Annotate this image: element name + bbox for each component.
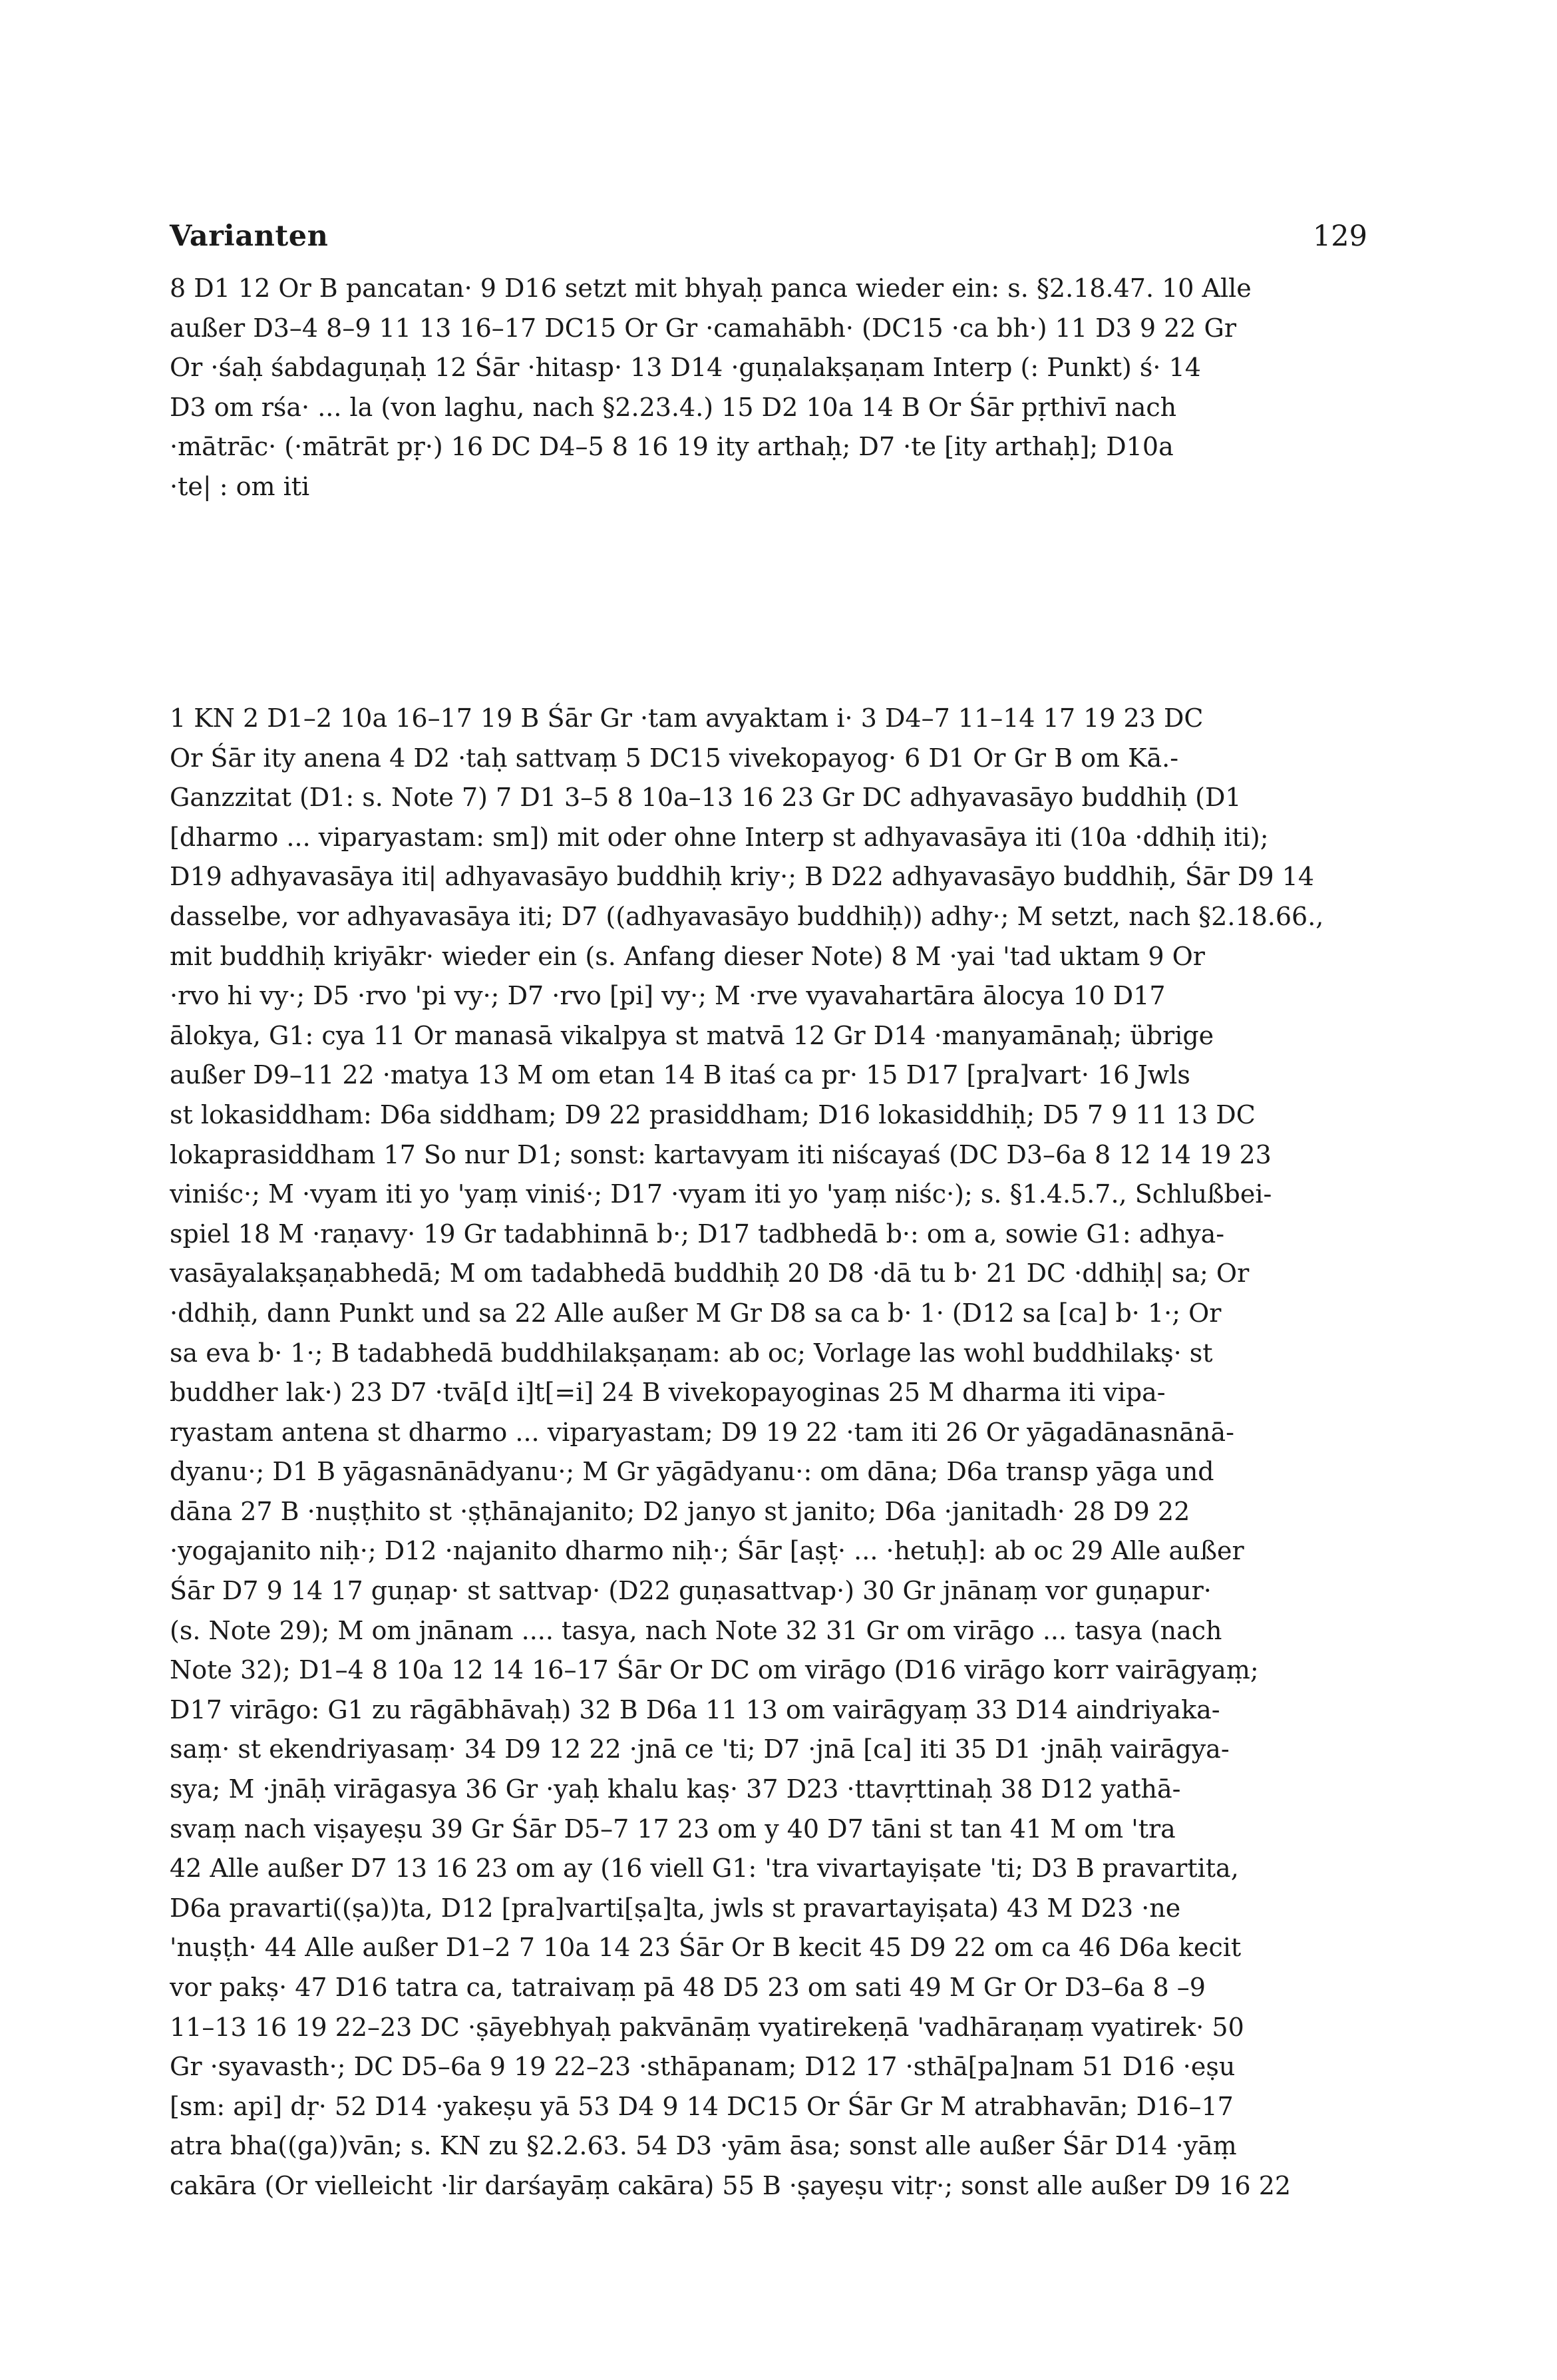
note-line: Śār D7 9 14 17 guṇap· st sattvap· (D22 guṇasattvap·) 30 Gr jnānaṃ vor guṇapur· [170, 1576, 1212, 1606]
note-line: Gr ·syavasth·; DC D5–6a 9 19 22–23 ·sthāpanam; D12 17 ·sthā[pa]nam 51 D16 ·eṣu [170, 2052, 1236, 2082]
note-line: dāna 27 B ·nuṣṭhito st ·ṣṭhānajanito; D2 janyo st janito; D6a ·janitadh· 28 D9 22 [170, 1496, 1190, 1526]
note-line: 'nuṣṭh· 44 Alle außer D1–2 7 10a 14 23 Śār Or B kecit 45 D9 22 om ca 46 D6a kecit [170, 1933, 1242, 1963]
note-line: ālokya, G1: cya 11 Or manasā vikalpya st matvā 12 Gr D14 ·manyamānaḥ; übrige [170, 1020, 1214, 1050]
note-line: dyanu·; D1 B yāgasnānādyanu·; M Gr yāgādyanu·: om dāna; D6a transp yāga und [170, 1457, 1214, 1487]
note-line: vor pakṣ· 47 D16 tatra ca, tatraivaṃ pā 48 D5 23 om sati 49 M Gr Or D3–6a 8 –9 [170, 1973, 1206, 2002]
note-line: saṃ· st ekendriyasaṃ· 34 D9 12 22 ·jnā ce 'ti; D7 ·jnā [ca] iti 35 D1 ·jnāḥ vairāgya- [170, 1734, 1230, 1764]
note-line: ·mātrāc· (·mātrāt pṛ·) 16 DC D4–5 8 16 19 ity arthaḥ; D7 ·te [ity arthaḥ]; D10a [170, 432, 1174, 462]
page-header [170, 220, 1367, 260]
note-line: D6a pravarti((ṣa))ta, D12 [pra]varti[ṣa]ta, jwls st pravartayiṣata) 43 M D23 ·ne [170, 1893, 1181, 1923]
note-line: Or ·śaḥ śabdaguṇaḥ 12 Śār ·hitasp· 13 D14 ·guṇalakṣaṇam Interp (: Punkt) ś· 14 [170, 353, 1201, 383]
note-line: 42 Alle außer D7 13 16 23 om ay (16 viell G1: 'tra vivartayiṣate 'ti; D3 B pravartita, [170, 1854, 1239, 1884]
note-line: spiel 18 M ·raṇavy· 19 Gr tadabhinnā b·; D17 tadbhedā b·: om a, sowie G1: adhya- [170, 1219, 1225, 1249]
note-line: mit buddhiḥ kriyākr· wieder ein (s. Anfang dieser Note) 8 M ·yai 'tad uktam 9 Or [170, 941, 1205, 971]
note-line: cakāra (Or vielleicht ·lir darśayāṃ cakāra) 55 B ·ṣayeṣu vitṛ·; sonst alle außer D9 16 22 [170, 2170, 1292, 2200]
note-line: außer D3–4 8–9 11 13 16–17 DC15 Or Gr ·camahābh· (DC15 ·ca bh·) 11 D3 9 22 Gr [170, 313, 1237, 343]
note-line: außer D9–11 22 ·matya 13 M om etan 14 B itaś ca pr· 15 D17 [pra]vart· 16 Jwls [170, 1060, 1190, 1090]
running-head: Varianten [170, 220, 329, 253]
note-line: atra bha((ga))vān; s. KN zu §2.2.63. 54 D3 ·yām āsa; sonst alle außer Śār D14 ·yāṃ [170, 2131, 1237, 2161]
note-line: Or Śār ity anena 4 D2 ·taḥ sattvaṃ 5 DC15 vivekopayog· 6 D1 Or Gr B om Kā.- [170, 743, 1179, 773]
note-line: D3 om rśa· ... la (von laghu, nach §2.23.4.) 15 D2 10a 14 B Or Śār pṛthivī nach [170, 392, 1177, 422]
note-line: Note 32); D1–4 8 10a 12 14 16–17 Śār Or DC om virāgo (D16 virāgo korr vairāgyaṃ; [170, 1655, 1259, 1685]
note-line: ·rvo hi vy·; D5 ·rvo 'pi vy·; D7 ·rvo [pi] vy·; M ·rve vyavahartāra ālocya 10 D17 [170, 981, 1166, 1011]
variant-notes-block-2 [170, 699, 1367, 2203]
note-line: (s. Note 29); M om jnānam .... tasya, nach Note 32 31 Gr om virāgo ... tasya (nach [170, 1615, 1222, 1645]
variant-notes-block-1 [170, 269, 1367, 508]
note-line: lokaprasiddham 17 So nur D1; sonst: kartavyam iti niścayaś (DC D3–6a 8 12 14 19 23 [170, 1139, 1272, 1169]
note-line: ·te| : om iti [170, 471, 310, 501]
note-line: [sm: api] dṛ· 52 D14 ·yakeṣu yā 53 D4 9 14 DC15 Or Śār Gr M atrabhavān; D16–17 [170, 2091, 1234, 2121]
note-line: 8 D1 12 Or B pancatan· 9 D16 setzt mit bhyaḥ panca wieder ein: s. §2.18.47. 10 Alle [170, 274, 1252, 303]
note-line: 1 KN 2 D1–2 10a 16–17 19 B Śār Gr ·tam avyaktam i· 3 D4–7 11–14 17 19 23 DC [170, 703, 1204, 733]
note-line: 11–13 16 19 22–23 DC ·ṣāyebhyaḥ pakvānāṃ vyatirekeṇā 'vadhāraṇaṃ vyatirek· 50 [170, 2012, 1244, 2042]
note-line: st lokasiddham: D6a siddham; D9 22 prasiddham; D16 lokasiddhiḥ; D5 7 9 11 13 DC [170, 1099, 1256, 1129]
note-line: ·yogajanito niḥ·; D12 ·najanito dharmo niḥ·; Śār [aṣṭ· ... ·hetuḥ]: ab oc 29 Alle außer [170, 1536, 1244, 1566]
note-line: ryastam antena st dharmo ... viparyastam; D9 19 22 ·tam iti 26 Or yāgadānasnānā- [170, 1417, 1234, 1447]
note-line: D17 virāgo: G1 zu rāgābhāvaḥ) 32 B D6a 11 13 om vairāgyaṃ 33 D14 aindriyaka- [170, 1694, 1220, 1724]
note-line: svaṃ nach viṣayeṣu 39 Gr Śār D5–7 17 23 om y 40 D7 tāni st tan 41 M om 'tra [170, 1814, 1176, 1844]
note-line: ·ddhiḥ, dann Punkt und sa 22 Alle außer M Gr D8 sa ca b· 1· (D12 sa [ca] b· 1·; Or [170, 1298, 1222, 1328]
note-line: vasāyalakṣaṇabhedā; M om tadabhedā buddhiḥ 20 D8 ·dā tu b· 21 DC ·ddhiḥ| sa; Or [170, 1259, 1250, 1289]
note-line: sya; M ·jnāḥ virāgasya 36 Gr ·yaḥ khalu kaṣ· 37 D23 ·ttavṛttinaḥ 38 D12 yathā- [170, 1774, 1181, 1804]
note-line: D19 adhyavasāya iti| adhyavasāyo buddhiḥ kriy·; B D22 adhyavasāyo buddhiḥ, Śār D9 14 [170, 862, 1315, 892]
note-line: Ganzzitat (D1: s. Note 7) 7 D1 3–5 8 10a–13 16 23 Gr DC adhyavasāyo buddhiḥ (D1 [170, 783, 1242, 813]
note-line: [dharmo ... viparyastam: sm]) mit oder ohne Interp st adhyavasāya iti (10a ·ddhiḥ iti); [170, 822, 1269, 852]
note-line: buddher lak·) 23 D7 ·tvā[d i]t[=i] 24 B vivekopayoginas 25 M dharma iti vipa- [170, 1378, 1166, 1408]
note-line: sa eva b· 1·; B tadabhedā buddhilakṣaṇam: ab oc; Vorlage las wohl buddhilakṣ· st [170, 1338, 1213, 1368]
note-line: viniśc·; M ·vyam iti yo 'yaṃ viniś·; D17 ·vyam iti yo 'yaṃ niśc·); s. §1.4.5.7., Schlußbei- [170, 1179, 1272, 1209]
page-number: 129 [1312, 220, 1367, 253]
note-line: dasselbe, vor adhyavasāya iti; D7 ((adhyavasāyo buddhiḥ)) adhy·; M setzt, nach §2.18.66., [170, 901, 1324, 931]
